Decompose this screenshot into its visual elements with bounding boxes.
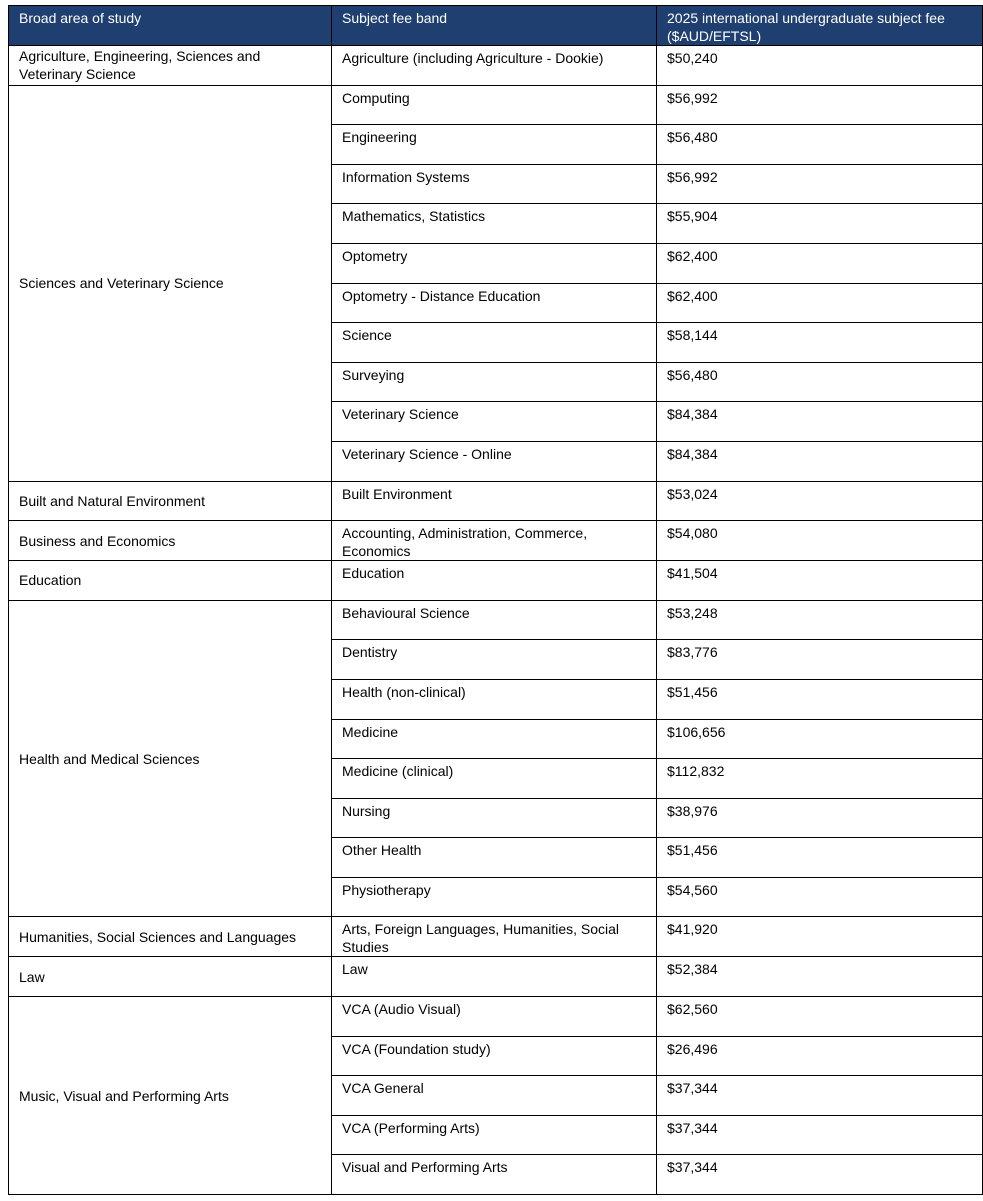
- subject-fee-cell: $51,456: [657, 679, 983, 719]
- table-row: [9, 85, 983, 125]
- subject-fee-cell: $54,080: [657, 521, 983, 561]
- broad-area-cell: Education: [9, 561, 332, 601]
- broad-area-cell: Agriculture, Engineering, Sciences and Veterinary Science: [9, 46, 332, 86]
- subject-fee-cell: $84,384: [657, 402, 983, 442]
- subject-fee-cell: $54,560: [657, 877, 983, 917]
- subject-fee-band-cell: Health (non-clinical): [332, 679, 657, 719]
- subject-fee-cell: $37,344: [657, 1115, 983, 1155]
- table-header: [9, 6, 983, 46]
- subject-fee-band-cell: Law: [332, 957, 657, 997]
- header-subject-fee: 2025 international undergraduate subject fee ($AUD/EFTSL): [657, 6, 983, 46]
- table-row: [9, 46, 983, 86]
- subject-fee-cell: $56,992: [657, 164, 983, 204]
- broad-area-cell: Humanities, Social Sciences and Languages: [9, 917, 332, 957]
- subject-fee-band-cell: VCA (Audio Visual): [332, 997, 657, 1037]
- subject-fee-cell: $62,400: [657, 283, 983, 323]
- subject-fee-cell: $50,240: [657, 46, 983, 86]
- subject-fee-cell: $37,344: [657, 1076, 983, 1116]
- subject-fee-band-cell: Medicine: [332, 719, 657, 759]
- subject-fee-cell: $56,480: [657, 125, 983, 165]
- subject-fee-band-cell: Veterinary Science - Online: [332, 441, 657, 481]
- subject-fee-band-cell: Computing: [332, 85, 657, 125]
- table-row: [9, 957, 983, 997]
- broad-area-cell: Law: [9, 957, 332, 997]
- fee-table: [8, 5, 983, 1195]
- subject-fee-band-cell: Veterinary Science: [332, 402, 657, 442]
- subject-fee-cell: $84,384: [657, 441, 983, 481]
- subject-fee-cell: $41,504: [657, 561, 983, 601]
- subject-fee-cell: $26,496: [657, 1036, 983, 1076]
- broad-area-cell: Music, Visual and Performing Arts: [9, 997, 332, 1195]
- subject-fee-cell: $41,920: [657, 917, 983, 957]
- subject-fee-band-cell: Education: [332, 561, 657, 601]
- subject-fee-band-cell: Agriculture (including Agriculture - Dookie): [332, 46, 657, 86]
- subject-fee-cell: $37,344: [657, 1155, 983, 1195]
- subject-fee-cell: $62,560: [657, 997, 983, 1037]
- subject-fee-band-cell: Other Health: [332, 838, 657, 878]
- broad-area-cell: Sciences and Veterinary Science: [9, 85, 332, 481]
- subject-fee-band-cell: Medicine (clinical): [332, 759, 657, 799]
- subject-fee-cell: $52,384: [657, 957, 983, 997]
- header-subject-fee-band: Subject fee band: [332, 6, 657, 46]
- subject-fee-band-cell: VCA General: [332, 1076, 657, 1116]
- broad-area-cell: Built and Natural Environment: [9, 481, 332, 521]
- subject-fee-cell: $55,904: [657, 204, 983, 244]
- subject-fee-band-cell: Optometry: [332, 243, 657, 283]
- subject-fee-cell: $106,656: [657, 719, 983, 759]
- subject-fee-cell: $38,976: [657, 798, 983, 838]
- header-broad-area: Broad area of study: [9, 6, 332, 46]
- subject-fee-band-cell: Optometry - Distance Education: [332, 283, 657, 323]
- table-body: [9, 46, 983, 1195]
- broad-area-cell: Business and Economics: [9, 521, 332, 561]
- subject-fee-band-cell: Science: [332, 323, 657, 363]
- subject-fee-cell: $53,248: [657, 600, 983, 640]
- subject-fee-band-cell: Surveying: [332, 362, 657, 402]
- subject-fee-band-cell: Visual and Performing Arts: [332, 1155, 657, 1195]
- subject-fee-band-cell: VCA (Performing Arts): [332, 1115, 657, 1155]
- subject-fee-band-cell: Arts, Foreign Languages, Humanities, Social Studies: [332, 917, 657, 957]
- subject-fee-cell: $56,992: [657, 85, 983, 125]
- table-row: [9, 997, 983, 1037]
- header-row: [9, 6, 983, 46]
- subject-fee-cell: $112,832: [657, 759, 983, 799]
- subject-fee-band-cell: Physiotherapy: [332, 877, 657, 917]
- subject-fee-band-cell: VCA (Foundation study): [332, 1036, 657, 1076]
- broad-area-cell: Health and Medical Sciences: [9, 600, 332, 917]
- subject-fee-band-cell: Mathematics, Statistics: [332, 204, 657, 244]
- subject-fee-band-cell: Information Systems: [332, 164, 657, 204]
- subject-fee-cell: $51,456: [657, 838, 983, 878]
- subject-fee-cell: $56,480: [657, 362, 983, 402]
- subject-fee-band-cell: Built Environment: [332, 481, 657, 521]
- table-row: [9, 561, 983, 601]
- subject-fee-band-cell: Accounting, Administration, Commerce, Economics: [332, 521, 657, 561]
- subject-fee-cell: $62,400: [657, 243, 983, 283]
- table-row: [9, 600, 983, 640]
- table-row: [9, 481, 983, 521]
- subject-fee-band-cell: Engineering: [332, 125, 657, 165]
- subject-fee-cell: $53,024: [657, 481, 983, 521]
- table-row: [9, 521, 983, 561]
- subject-fee-band-cell: Dentistry: [332, 640, 657, 680]
- subject-fee-band-cell: Nursing: [332, 798, 657, 838]
- subject-fee-cell: $83,776: [657, 640, 983, 680]
- subject-fee-band-cell: Behavioural Science: [332, 600, 657, 640]
- subject-fee-cell: $58,144: [657, 323, 983, 363]
- table-row: [9, 917, 983, 957]
